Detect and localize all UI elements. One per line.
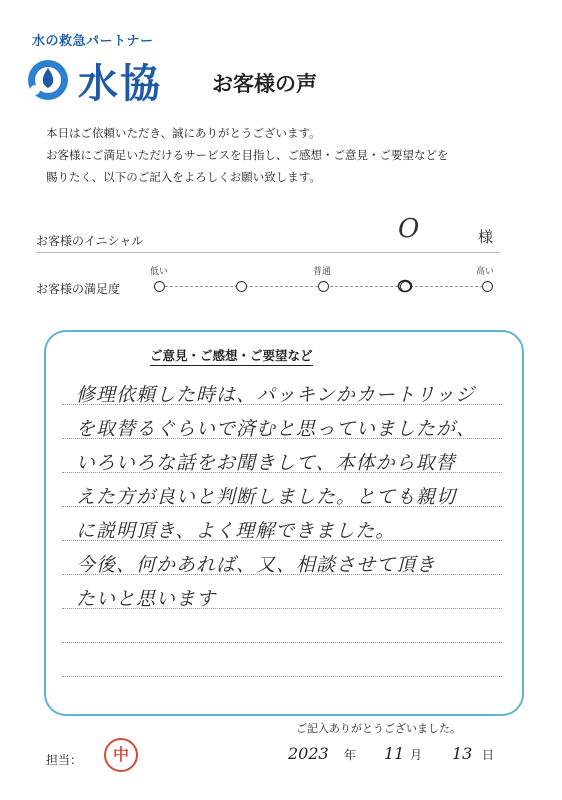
staff-label: 担当：: [46, 753, 83, 767]
date-day-unit: 日: [482, 748, 495, 762]
brand-tagline: 水の救急パートナー: [32, 34, 154, 49]
satisfaction-label: お客様の満足度: [36, 282, 121, 296]
comment-line: 今後、何かあれば、又、相談させて頂き: [76, 554, 437, 576]
comment-line: 修理依頼した時は、パッキンかカートリッジ: [76, 384, 476, 406]
comment-rule: [62, 642, 502, 643]
date-month: 11: [384, 744, 405, 763]
comments-heading: ご意見・ご感想・ご要望など: [150, 346, 313, 366]
page-title: お客様の声: [212, 72, 317, 96]
comment-line: いろいろな話をお聞きして、本体から取替: [76, 452, 456, 474]
intro-text: [46, 122, 526, 188]
satisfaction-low-label: 低い: [150, 267, 169, 277]
thanks-text: ご記入ありがとうございました。: [296, 722, 461, 735]
staff-stamp: 中: [104, 738, 138, 772]
date-year-unit: 年: [344, 748, 357, 762]
satisfaction-option-1[interactable]: [154, 281, 165, 292]
brand-logo-text: 水協: [78, 60, 162, 107]
satisfaction-selected-mark-icon: [397, 278, 413, 294]
initial-suffix: 様: [478, 228, 494, 246]
comment-line: えた方が良いと判断しました。とても親切: [76, 486, 457, 508]
comment-rule: [62, 676, 502, 677]
initial-underline: [36, 252, 500, 253]
satisfaction-high-label: 高い: [476, 267, 495, 277]
date-day: 13: [452, 744, 473, 763]
initial-value: O: [398, 214, 420, 244]
date-month-unit: 月: [410, 748, 423, 762]
date-year: 2023: [288, 744, 329, 763]
comment-line: に説明頂き、よく理解できました。: [76, 520, 396, 542]
comment-line: を取替るぐらいで済むと思っていましたが、: [76, 418, 477, 440]
satisfaction-mid-label: 普通: [313, 267, 332, 277]
intro-line: 賜りたく、以下のご記入をよろしくお願い致します。: [46, 170, 321, 184]
initial-label: お客様のイニシャル: [36, 234, 144, 248]
satisfaction-option-2[interactable]: [236, 281, 247, 292]
satisfaction-option-5[interactable]: [482, 281, 493, 292]
satisfaction-option-3[interactable]: [318, 281, 329, 292]
comment-line: たいと思います: [76, 588, 217, 610]
intro-line: お客様にご満足いただけるサービスを目指し、ご感想・ご意見・ご要望などを: [46, 148, 449, 162]
intro-line: 本日はご依頼いただき、誠にありがとうございます。: [46, 126, 321, 140]
water-drop-logo-icon: [26, 58, 72, 102]
